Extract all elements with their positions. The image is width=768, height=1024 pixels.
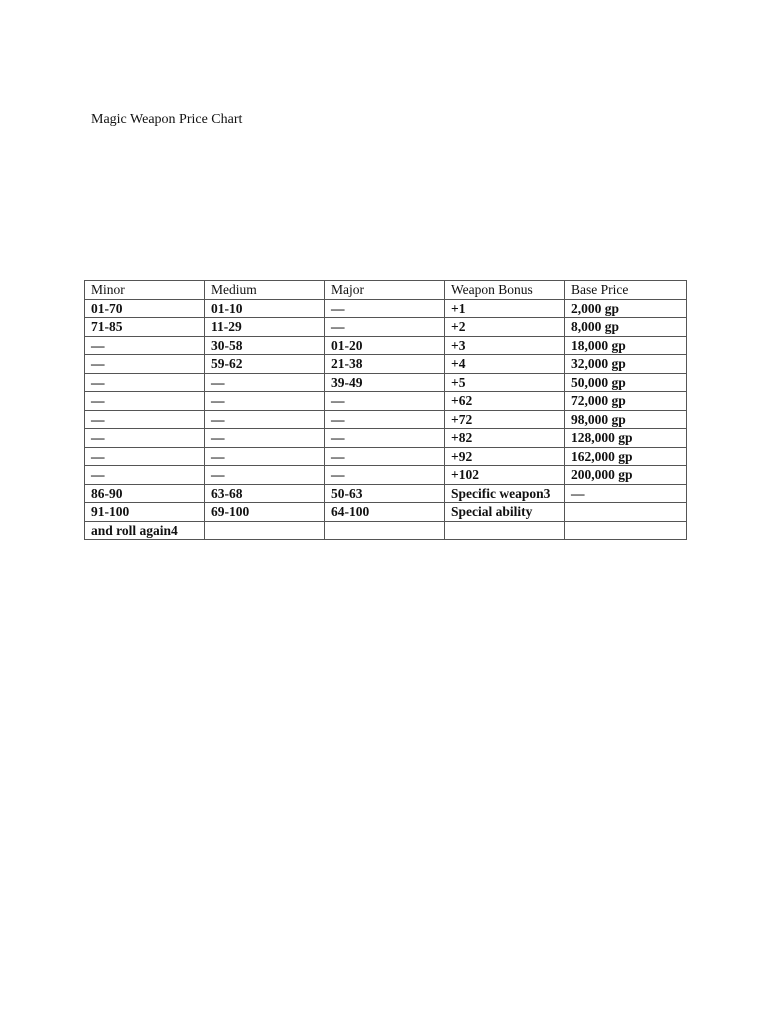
table-cell: — — [85, 429, 205, 448]
table-cell: Special ability — [445, 503, 565, 522]
table-row — [85, 355, 687, 374]
table-cell: — — [85, 373, 205, 392]
table-row — [85, 484, 687, 503]
table-row — [85, 466, 687, 485]
table-row — [85, 429, 687, 448]
table-cell: — — [325, 429, 445, 448]
column-header-base-price: Base Price — [565, 281, 687, 300]
table-cell: — — [85, 447, 205, 466]
table-cell: +72 — [445, 410, 565, 429]
table-row — [85, 318, 687, 337]
table-cell: 63-68 — [205, 484, 325, 503]
table-cell — [325, 521, 445, 540]
price-table — [84, 280, 687, 540]
table-cell — [565, 503, 687, 522]
table-row — [85, 503, 687, 522]
table-cell: 200,000 gp — [565, 466, 687, 485]
table-cell: +5 — [445, 373, 565, 392]
table-cell: 01-10 — [205, 299, 325, 318]
column-header-medium: Medium — [205, 281, 325, 300]
table-cell: — — [325, 410, 445, 429]
table-cell: 91-100 — [85, 503, 205, 522]
table-cell: 59-62 — [205, 355, 325, 374]
table-cell: +1 — [445, 299, 565, 318]
table-cell: — — [85, 392, 205, 411]
table-row — [85, 373, 687, 392]
table-cell: 50,000 gp — [565, 373, 687, 392]
table-cell: — — [205, 373, 325, 392]
table-cell: 39-49 — [325, 373, 445, 392]
table-cell: 18,000 gp — [565, 336, 687, 355]
table-cell: 2,000 gp — [565, 299, 687, 318]
table-row — [85, 336, 687, 355]
table-cell: — — [325, 392, 445, 411]
table-cell: +92 — [445, 447, 565, 466]
table-cell: +4 — [445, 355, 565, 374]
table-cell: +102 — [445, 466, 565, 485]
table-cell: +82 — [445, 429, 565, 448]
table-cell — [565, 521, 687, 540]
table-cell: 71-85 — [85, 318, 205, 337]
table-cell: — — [205, 392, 325, 411]
table-cell: 32,000 gp — [565, 355, 687, 374]
table-cell: — — [565, 484, 687, 503]
table-header-row — [85, 281, 687, 300]
table-cell: 69-100 — [205, 503, 325, 522]
table-cell: 21-38 — [325, 355, 445, 374]
table-cell: — — [85, 466, 205, 485]
table-row — [85, 447, 687, 466]
table-cell: 11-29 — [205, 318, 325, 337]
table-cell: 64-100 — [325, 503, 445, 522]
table-cell: — — [205, 429, 325, 448]
column-header-major: Major — [325, 281, 445, 300]
table-cell: — — [85, 355, 205, 374]
table-cell: 162,000 gp — [565, 447, 687, 466]
table-cell: 30-58 — [205, 336, 325, 355]
table-cell: — — [205, 410, 325, 429]
table-cell: 01-20 — [325, 336, 445, 355]
table-row — [85, 392, 687, 411]
table-cell: 86-90 — [85, 484, 205, 503]
table-cell — [445, 521, 565, 540]
table-row — [85, 521, 687, 540]
table-cell: 8,000 gp — [565, 318, 687, 337]
table-row — [85, 410, 687, 429]
table-cell: — — [205, 466, 325, 485]
table-cell: +3 — [445, 336, 565, 355]
table-cell: and roll again4 — [85, 521, 205, 540]
table-cell: — — [85, 410, 205, 429]
table-cell: — — [325, 318, 445, 337]
table-cell: 98,000 gp — [565, 410, 687, 429]
table-cell: 50-63 — [325, 484, 445, 503]
table-cell: +62 — [445, 392, 565, 411]
table-cell — [205, 521, 325, 540]
table-cell: 01-70 — [85, 299, 205, 318]
table-cell: — — [325, 466, 445, 485]
page-title: Magic Weapon Price Chart — [91, 112, 243, 127]
table-cell: — — [325, 299, 445, 318]
table-cell: +2 — [445, 318, 565, 337]
column-header-minor: Minor — [85, 281, 205, 300]
table-cell: — — [325, 447, 445, 466]
table-cell: — — [205, 447, 325, 466]
table-row — [85, 299, 687, 318]
table-cell: Specific weapon3 — [445, 484, 565, 503]
column-header-weapon-bonus: Weapon Bonus — [445, 281, 565, 300]
table-cell: 128,000 gp — [565, 429, 687, 448]
table-cell: — — [85, 336, 205, 355]
table-cell: 72,000 gp — [565, 392, 687, 411]
